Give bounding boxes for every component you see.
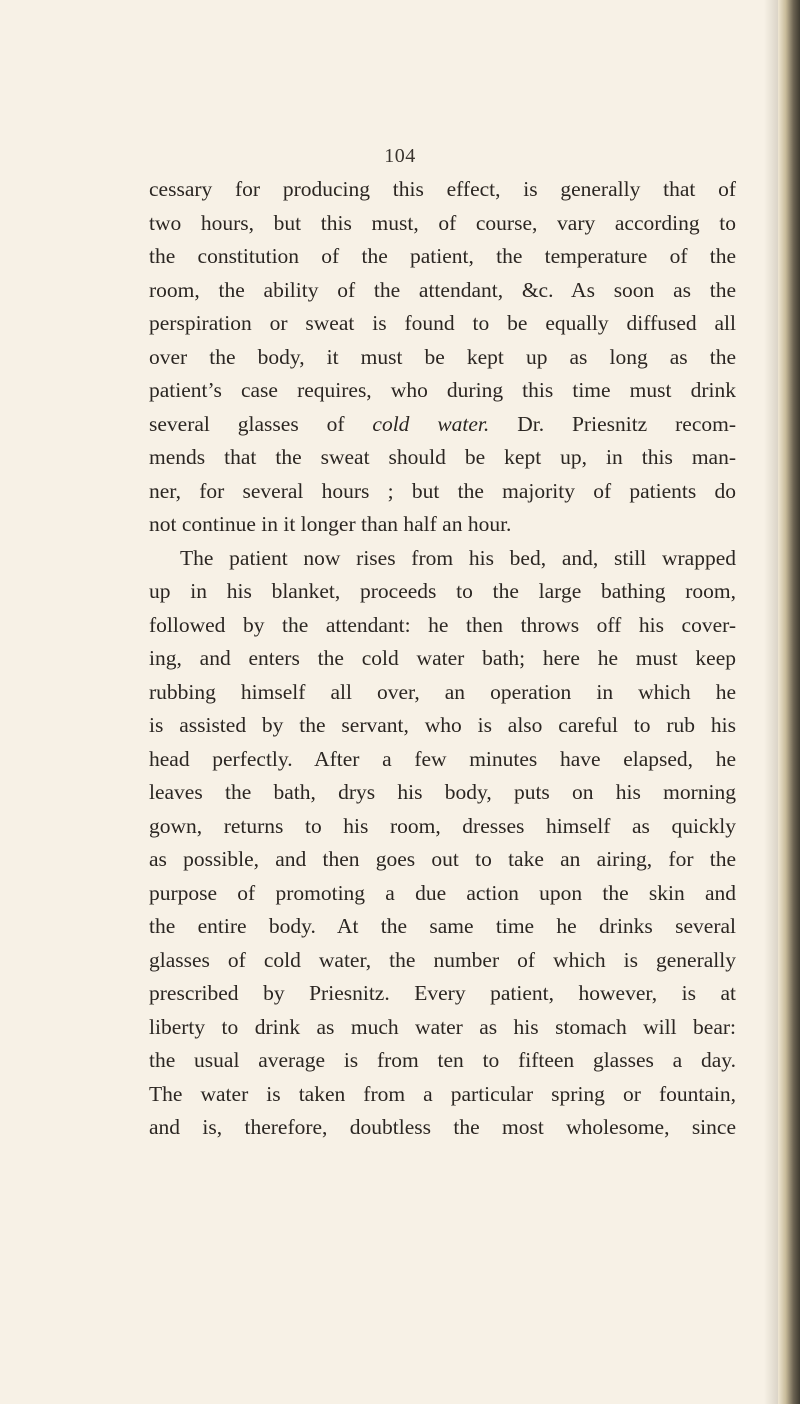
text-line: liberty to drink as much water as his stomach will bear: — [149, 1014, 736, 1039]
text-line: rubbing himself all over, an operation in which he — [149, 679, 736, 704]
text-line: not continue in it longer than half an hour. — [149, 512, 512, 536]
text-line: ner, for several hours ; but the majority of patients do — [149, 478, 736, 503]
text-line: two hours, but this must, of course, vary according to — [149, 210, 736, 235]
gutter-shadow — [764, 0, 778, 1404]
text-line: up in his blanket, proceeds to the large bathing room, — [149, 579, 736, 603]
text-line: over the body, it must be kept up as long as the — [149, 344, 736, 369]
page-number: 104 — [384, 145, 416, 167]
text-line: purpose of promoting a due action upon the skin and — [149, 880, 736, 905]
text-line: cessary for producing this effect, is generally that of — [149, 177, 736, 201]
text-line: leaves the bath, drys his body, puts on his morning — [149, 780, 736, 804]
text-line: patient’s case requires, who during this time must drink — [149, 378, 736, 402]
italic-text-run: cold water. — [372, 411, 490, 436]
text-line: as possible, and then goes out to take an airing, for the — [149, 847, 736, 871]
text-line — [149, 408, 736, 442]
body-text — [149, 173, 736, 1145]
text-line: the constitution of the patient, the temperature of the — [149, 244, 736, 268]
text-line: perspiration or sweat is found to be equally diffused all — [149, 311, 736, 335]
text-line: The water is taken from a particular spring or fountain, — [149, 1081, 736, 1106]
text-line: and is, therefore, doubtless the most wholesome, since — [149, 1115, 736, 1139]
text-run: several glasses of — [149, 411, 373, 436]
text-line: is assisted by the servant, who is also careful to rub his — [149, 713, 736, 737]
text-line: mends that the sweat should be kept up, in this man- — [149, 445, 736, 469]
book-binding-edge — [778, 0, 800, 1404]
text-line: followed by the attendant: he then throws off his cover- — [149, 612, 736, 637]
text-run: Dr. Priesnitz recom- — [489, 411, 736, 436]
text-line: ing, and enters the cold water bath; here he must keep — [149, 646, 736, 670]
text-line: gown, returns to his room, dresses himself as quickly — [149, 813, 736, 838]
text-line: room, the ability of the attendant, &c. As soon as the — [149, 277, 736, 302]
text-line: head perfectly. After a few minutes have elapsed, he — [149, 746, 736, 771]
text-line: The patient now rises from his bed, and, still wrapped — [180, 545, 736, 570]
text-line: the entire body. At the same time he drinks several — [149, 914, 736, 938]
text-line: glasses of cold water, the number of which is generally — [149, 947, 736, 972]
text-line: the usual average is from ten to fifteen glasses a day. — [149, 1048, 736, 1072]
text-line: prescribed by Priesnitz. Every patient, however, is at — [149, 981, 736, 1005]
